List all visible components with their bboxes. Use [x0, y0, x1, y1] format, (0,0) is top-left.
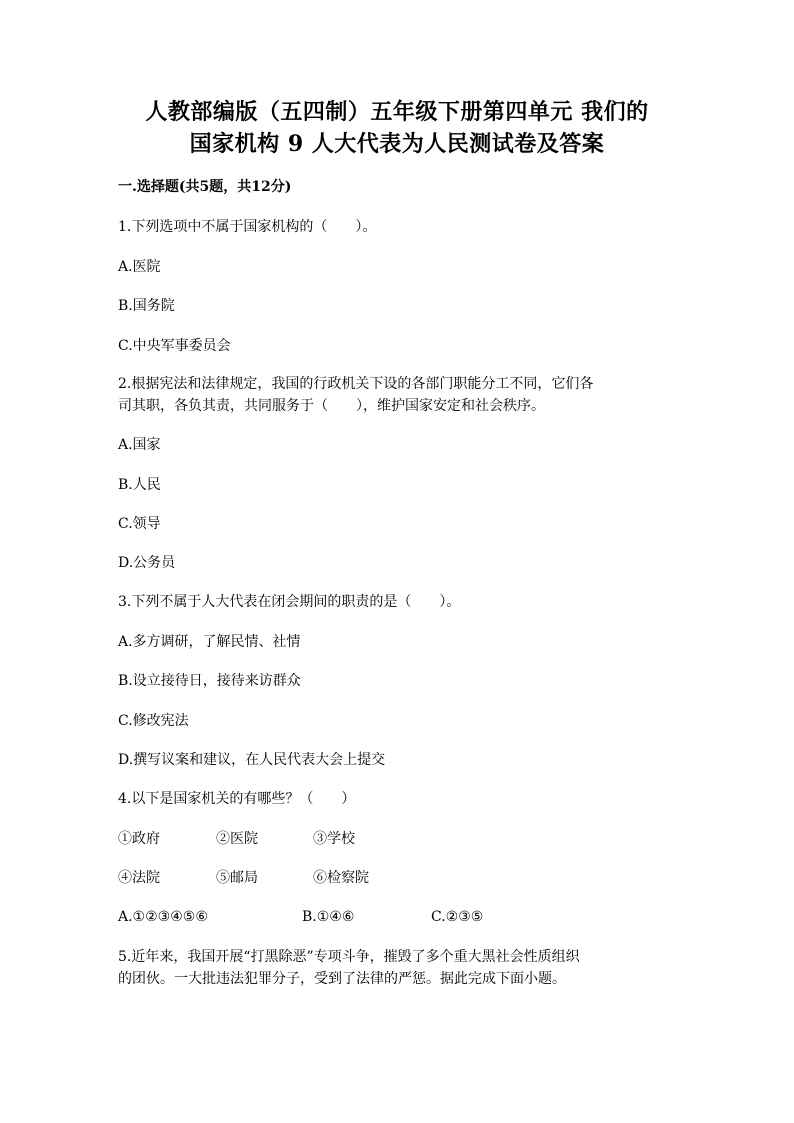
- question-4-option-b: B.①④⑥: [302, 909, 355, 925]
- question-3-option-b: B.设立接待日，接待来访群众: [118, 673, 301, 689]
- question-4-item-5: ⑤邮局: [216, 870, 258, 886]
- question-4-item-6: ⑥检察院: [313, 870, 369, 886]
- question-3-option-c: C.修改宪法: [118, 713, 189, 729]
- question-4-item-1: ①政府: [118, 831, 160, 847]
- question-1-option-a: A.医院: [118, 259, 161, 275]
- question-4-item-2: ②医院: [216, 831, 258, 847]
- question-2-option-d: D.公务员: [118, 555, 176, 571]
- question-4-item-4: ④法院: [118, 870, 160, 886]
- question-5-stem-line-1: 5.近年来，我国开展“打黑除恶”专项斗争，摧毁了多个重大黑社会性质组织: [118, 949, 580, 965]
- question-5-stem-line-2: 的团伙。一大批违法犯罪分子，受到了法律的严惩。据此完成下面小题。: [118, 971, 566, 987]
- question-3-option-a: A.多方调研，了解民情、社情: [118, 634, 301, 650]
- question-4-stem: 4.以下是国家机关的有哪些？（ ）: [118, 791, 356, 807]
- question-4-item-3: ③学校: [313, 831, 355, 847]
- question-4-option-a: A.①②③④⑤⑥: [118, 909, 208, 925]
- question-2-option-b: B.人民: [118, 477, 161, 493]
- question-3-option-d: D.撰写议案和建议，在人民代表大会上提交: [118, 752, 386, 768]
- question-2-option-a: A.国家: [118, 437, 161, 453]
- question-2-stem-line-2: 司其职，各负其责，共同服务于（ ），维护国家安定和社会秩序。: [118, 398, 545, 414]
- question-1-option-c: C.中央军事委员会: [118, 338, 231, 354]
- question-1-option-b: B.国务院: [118, 298, 175, 314]
- question-2-option-c: C.领导: [118, 516, 161, 532]
- question-4-option-c: C.②③⑤: [431, 909, 484, 925]
- question-1-stem: 1.下列选项中不属于国家机构的（ ）。: [118, 219, 377, 235]
- question-3-stem: 3.下列不属于人大代表在闭会期间的职责的是（ ）。: [118, 594, 461, 610]
- question-2-stem-line-1: 2.根据宪法和法律规定，我国的行政机关下设的各部门职能分工不同，它们各: [118, 376, 594, 392]
- exam-title-line-1: 人教部编版（五四制）五年级下册第四单元 我们的: [145, 99, 649, 125]
- exam-title-line-2: 国家机构 9 人大代表为人民测试卷及答案: [189, 131, 605, 157]
- section-heading: 一.选择题(共5题，共12分): [118, 179, 292, 195]
